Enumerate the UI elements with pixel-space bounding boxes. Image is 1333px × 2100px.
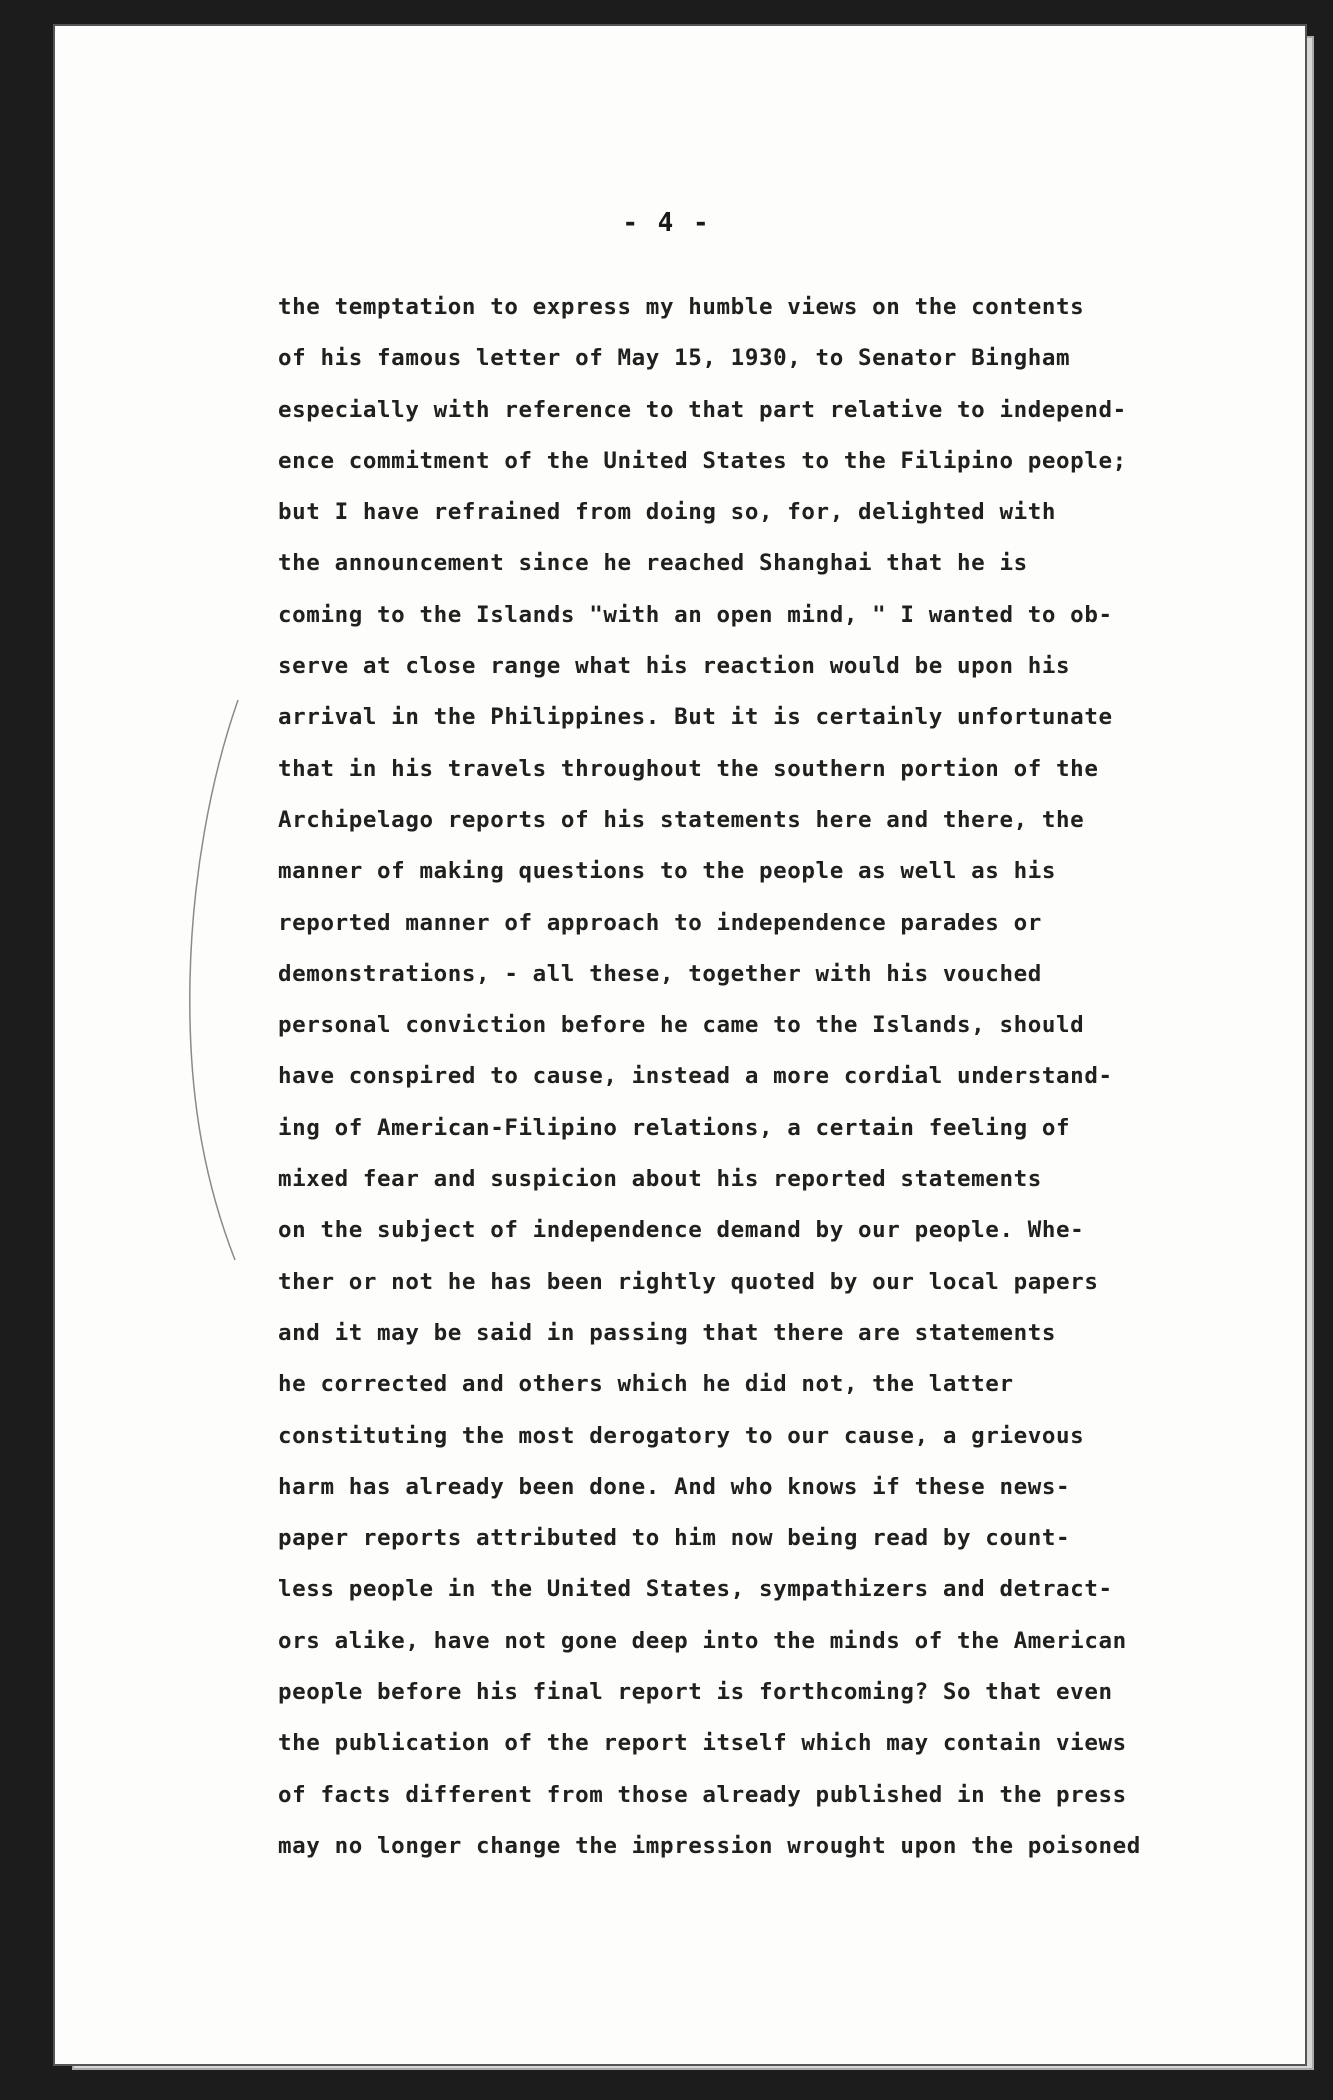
text-line: demonstrations, - all these, together with his vouched (278, 960, 1042, 987)
text-line: people before his final report is forthcoming? So that even (278, 1679, 1113, 1706)
text-line: he corrected and others which he did not, the latter (278, 1371, 1014, 1398)
text-line: the announcement since he reached Shanghai that he is (278, 550, 1028, 577)
text-line: serve at close range what his reaction would be upon his (278, 653, 1071, 680)
text-line: may no longer change the impression wrought upon the poisoned (278, 1832, 1141, 1859)
body-text (278, 282, 1228, 1872)
text-line: especially with reference to that part relative to independ- (278, 396, 1127, 423)
text-line: less people in the United States, sympathizers and detract- (278, 1576, 1113, 1603)
text-line: the publication of the report itself which may contain views (278, 1730, 1127, 1757)
text-line: harm has already been done. And who knows if these news- (278, 1473, 1071, 1500)
text-line: paper reports attributed to him now being read by count- (278, 1525, 1071, 1552)
text-line: ence commitment of the United States to the Filipino people; (278, 447, 1127, 474)
text-line: ther or not he has been rightly quoted by our local papers (278, 1268, 1099, 1295)
text-line: that in his travels throughout the southern portion of the (278, 755, 1099, 782)
text-line: on the subject of independence demand by our people. Whe- (278, 1217, 1085, 1244)
text-line: and it may be said in passing that there are statements (278, 1319, 1057, 1346)
text-line: ors alike, have not gone deep into the minds of the American (278, 1627, 1127, 1654)
text-line: of facts different from those already published in the press (278, 1781, 1127, 1808)
text-line: coming to the Islands "with an open mind, " I wanted to ob- (278, 601, 1113, 628)
text-line: constituting the most derogatory to our cause, a grievous (278, 1422, 1085, 1449)
text-line: Archipelago reports of his statements here and there, the (278, 806, 1085, 833)
page-number: - 4 - (622, 208, 711, 238)
text-line: arrival in the Philippines. But it is certainly unfortunate (278, 704, 1113, 731)
text-line: reported manner of approach to independence parades or (278, 909, 1042, 936)
text-line: manner of making questions to the people as well as his (278, 858, 1057, 885)
text-line: ing of American-Filipino relations, a certain feeling of (278, 1114, 1071, 1141)
text-line: have conspired to cause, instead a more cordial understand- (278, 1063, 1113, 1090)
text-line: of his famous letter of May 15, 1930, to Senator Bingham (278, 345, 1071, 372)
text-line: the temptation to express my humble views on the contents (278, 294, 1085, 320)
text-line: mixed fear and suspicion about his reported statements (278, 1166, 1042, 1193)
text-line: but I have refrained from doing so, for, delighted with (278, 499, 1057, 526)
text-line: personal conviction before he came to the Islands, should (278, 1012, 1085, 1039)
